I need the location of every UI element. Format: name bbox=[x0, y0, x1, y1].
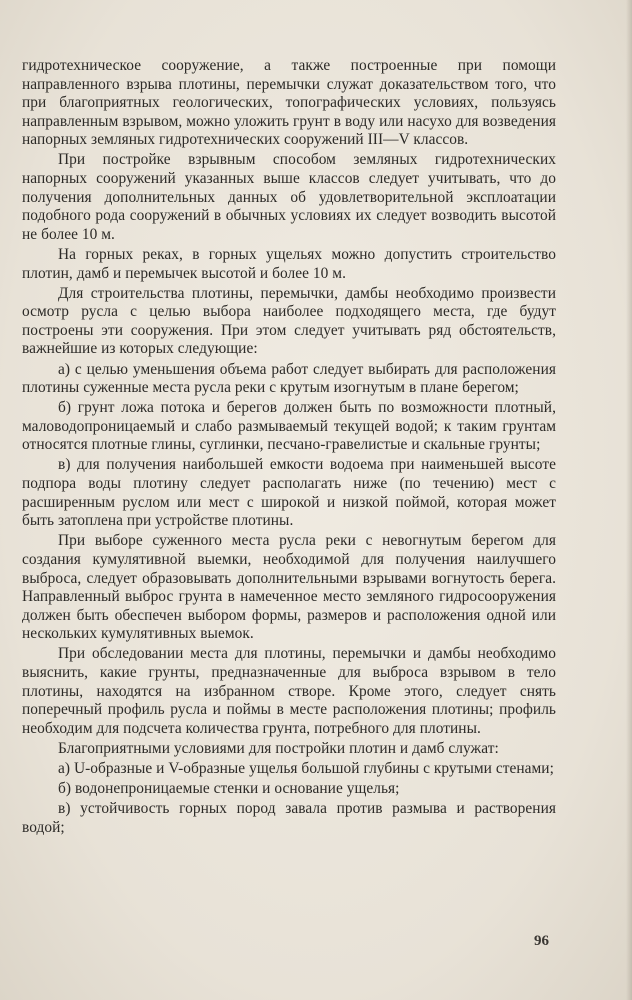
page-edge-shadow bbox=[626, 0, 632, 1000]
paragraph: При выборе суженного места русла реки с невогнутым берегом для создания кумулятивной выемки, необходимой для получения наилучшего выброса, следует образовывать дополнительными взрывами вогнутость берега. Направленный выброс грунта в намеченное место земляного гидросооружения должен быть обеспечен выбором формы, размеров и расположения одной или нескольких кумулятивных выемок. bbox=[22, 532, 556, 643]
paragraph: Для строительства плотины, перемычки, дамбы необходимо произвести осмотр русла с целью выбора наиболее подходящего места, где будут построены эти сооружения. При этом следует учитывать ряд обстоятельств, важнейшие из которых следующие: bbox=[22, 284, 556, 358]
paragraph: Благоприятными условиями для постройки плотин и дамб служат: bbox=[58, 739, 499, 757]
list-item: в) устойчивость горных пород завала против размыва и растворения водой; bbox=[22, 800, 556, 836]
list-item: а) с целью уменьшения объема работ следует выбирать для расположения плотины суженные места русла реки с крутым изогнутым в плане берегом; bbox=[22, 360, 556, 397]
body-text bbox=[22, 57, 556, 839]
list-item: б) грунт ложа потока и берегов должен быть по возможности плотный, маловодопроницаемый и слабо размываемый текущей водой; к таким грунтам относятся плотные глины, суглинки, песчано-гравелистые и скальные грунты; bbox=[22, 399, 556, 454]
paragraph: гидротехническое сооружение, а также построенные при помощи направленного взрыва плотины, перемычки служат доказательством того, что при благоприятных геологических, топографических условиях, пользуясь направленным взрывом, можно уложить грунт в воду или насухо для возведения напорных земляных гидротехнических сооружений III—V классов. bbox=[22, 57, 556, 149]
list-item: в) для получения наибольшей емкости водоема при наименьшей высоте подпора воды плотину следует располагать ниже (по течению) мест с расширенным руслом или мест с широкой и низкой поймой, которая может быть затоплена при устройстве плотины. bbox=[22, 456, 556, 530]
list-item: а) U-образные и V-образные ущелья большой глубины с крутыми стенами; bbox=[58, 759, 554, 777]
list-item: б) водонепроницаемые стенки и основание ущелья; bbox=[58, 780, 400, 798]
paragraph: При постройке взрывным способом земляных гидротехнических напорных сооружений указанных выше классов следует учитывать, что до получения дополнительных данных об удовлетворительной эксплоатации подобного рода сооружений в обычных условиях их следует возводить высотой не более 10 м. bbox=[22, 151, 556, 243]
paragraph: На горных реках, в горных ущельях можно допустить строительство плотин, дамб и перемычек высотой и более 10 м. bbox=[22, 245, 556, 282]
paragraph: При обследовании места для плотины, перемычки и дамбы необходимо выяснить, какие грунты, предназначенные для выброса взрывом в тело плотины, находятся на избранном створе. Кроме этого, следует снять поперечный профиль русла и поймы в месте расположения плотины; профиль необходим для подсчета количества грунта, потребного для плотины. bbox=[22, 645, 556, 737]
page-number: 96 bbox=[534, 933, 549, 949]
